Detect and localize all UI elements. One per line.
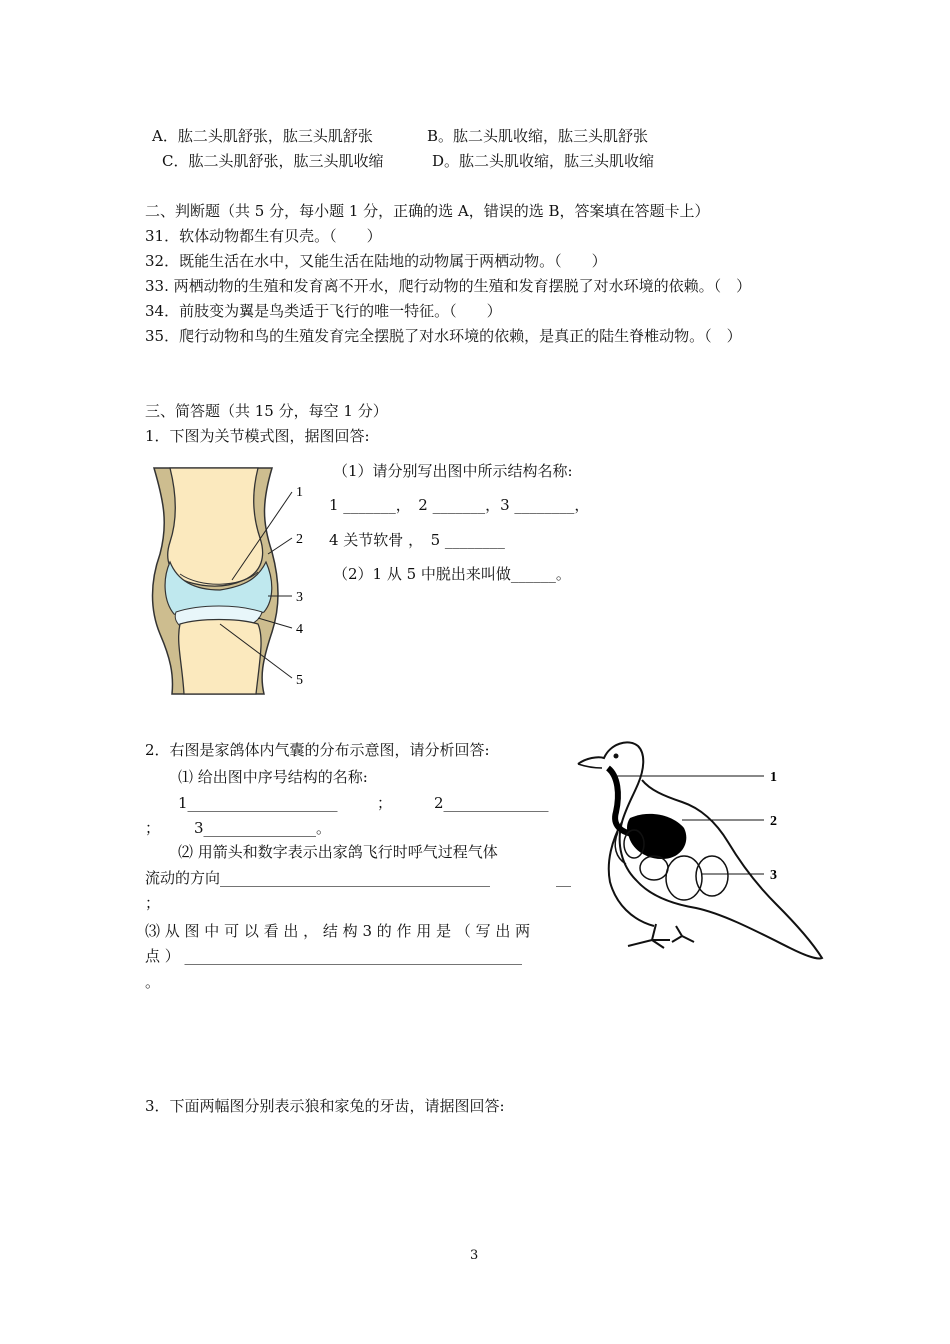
air-sac-b <box>640 856 668 880</box>
lungs <box>627 814 686 859</box>
section3-title: 三、简答题（共 15 分，每空 1 分） <box>145 402 388 420</box>
q2-sub2-tail: __ <box>556 869 571 887</box>
pigeon-label-3: 3 <box>770 868 777 883</box>
q2-semicolon2: ； <box>145 819 161 837</box>
joint-diagram <box>140 462 340 698</box>
joint-label-3: 3 <box>296 590 303 605</box>
q1-sub1: （1）请分别写出图中所示结构名称: <box>333 462 573 480</box>
q2-blank2: 2______________ <box>434 794 549 812</box>
q1-sub2: （2）1 从 5 中脱出来叫做______。 <box>333 565 571 583</box>
question-31: 31．软体动物都生有贝壳。（ ） <box>145 227 382 245</box>
page-number: 3 <box>470 1248 479 1263</box>
q2-sub2-b: 流动的方向____________________________________ <box>145 869 491 887</box>
question-35: 35．爬行动物和鸟的生殖发育完全摆脱了对水环境的依赖，是真正的陆生脊椎动物。（ ） <box>145 327 742 345</box>
option-b: B。肱二头肌收缩，肱三头肌舒张 <box>427 127 649 145</box>
q2-sub3-b: 点 ） _____________________________________________ <box>145 947 523 965</box>
option-c: C．肱二头肌舒张，肱三头肌收缩 <box>162 152 384 170</box>
q2-stem: 2．右图是家鸽体内气囊的分布示意图，请分析回答: <box>145 741 490 759</box>
q2-sub1: ⑴ 给出图中序号结构的名称: <box>178 768 368 786</box>
option-d: D。肱二头肌收缩，肱三头肌收缩 <box>432 152 655 170</box>
q1-line4: 4 关节软骨 ， 5 ________ <box>329 531 505 549</box>
q2-blank1: 1____________________ <box>178 794 338 812</box>
joint-label-5: 5 <box>296 673 303 688</box>
pigeon-label-1: 1 <box>770 770 777 785</box>
q1-blanks-line: 1 _______， 2 _______，3 ________， <box>329 496 590 514</box>
air-sac-d <box>696 856 728 896</box>
q3-stem: 3．下面两幅图分别表示狼和家兔的牙齿，请据图回答: <box>145 1097 505 1115</box>
option-a: A．肱二头肌舒张，肱三头肌舒张 <box>152 127 373 145</box>
section2-title: 二、判断题（共 5 分，每小题 1 分，正确的选 A，错误的选 B，答案填在答题卡上） <box>145 202 710 220</box>
q2-sub3-a: ⑶ 从 图 中 可 以 看 出 ， 结 构 3 的 作 用 是 （ 写 出 两 <box>145 922 531 940</box>
question-34: 34．前肢变为翼是鸟类适于飞行的唯一特征。（ ） <box>145 302 502 320</box>
question-33: 33. 两栖动物的生殖和发育离不开水，爬行动物的生殖和发育摆脱了对水环境的依赖。（ ） <box>145 277 752 295</box>
joint-label-4: 4 <box>296 622 303 637</box>
joint-label-2: 2 <box>296 532 303 547</box>
q2-sub3-end: 。 <box>145 973 161 991</box>
pigeon-label-2: 2 <box>770 814 777 829</box>
pigeon-diagram <box>572 736 832 972</box>
upper-bone <box>168 468 263 586</box>
joint-label-1: 1 <box>296 485 303 500</box>
q2-semicolon1: ； <box>377 794 393 812</box>
q1-stem: 1．下图为关节模式图，据图回答: <box>145 427 370 445</box>
q2-sub2-semicolon: ； <box>145 894 161 912</box>
q2-sub2-a: ⑵ 用箭头和数字表示出家鸽飞行时呼气过程气体 <box>178 843 498 861</box>
q2-blank3: 3_______________。 <box>194 819 332 837</box>
question-32: 32．既能生活在水中，又能生活在陆地的动物属于两栖动物。（ ） <box>145 252 607 270</box>
lower-bone <box>179 620 261 695</box>
